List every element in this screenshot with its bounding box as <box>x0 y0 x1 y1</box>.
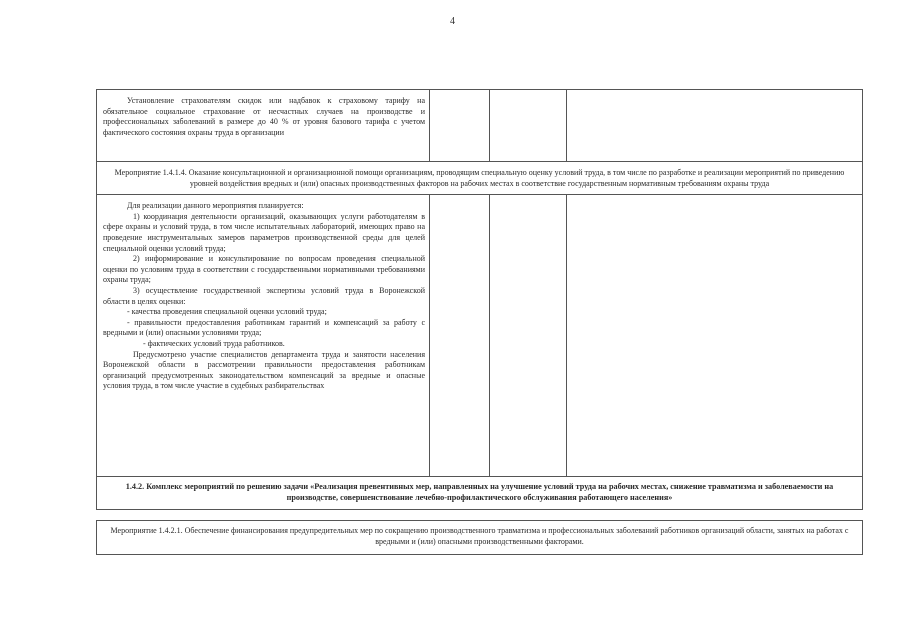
empty-cell <box>567 195 863 477</box>
empty-cell <box>490 90 567 162</box>
empty-cell <box>430 195 490 477</box>
table-row-implementation <box>97 195 863 477</box>
paragraph: - правильности предоставления работникам гарантий и компенсаций за работу с вредными и (или) опасными условиями труда; <box>103 317 425 338</box>
empty-cell <box>490 195 567 477</box>
table-row-measure-heading <box>97 521 863 554</box>
task-heading-1-4-2: 1.4.2. Комплекс мероприятий по решению задачи «Реализация превентивных мер, направленных на улучшение условий труда на рабочих местах, снижение травматизма и заболеваемости на производстве, совершенствование лечебно-профилактического обслуживания работающего населения» <box>125 482 834 502</box>
paragraph: - качества проведения специальной оценки условий труда; <box>127 307 327 317</box>
measure-description-cell <box>97 90 430 162</box>
table-row-task <box>97 477 863 510</box>
measure-description-text: Установление страхователям скидок или надбавок к страховому тарифу на обязательное социальное страхование от несчастных случаев на производстве и профессиональных заболеваний в размере до 40 % от уровня базового тарифа с учетом фактического состояния охраны труда в организации <box>103 96 425 137</box>
paragraph: - фактических условий труда работников. <box>143 338 285 348</box>
gap-cell <box>97 510 863 521</box>
empty-cell <box>430 90 490 162</box>
paragraph: Предусмотрено участие специалистов департамента труда и занятости населения Воронежской области в рассмотрении правильности предоставления работникам организаций предусмотренных законодательством компенсаций за вредные и опасные условия труда, в том числе участие в судебных разбирательствах <box>103 349 425 391</box>
measure-heading-1-4-2-1: Мероприятие 1.4.2.1. Обеспечение финансирования предупредительных мер по сокращению производственного травматизма и профессиональных заболеваний работников организаций области, занятых на работах с вредными и (или) опасными производственными факторами. <box>110 526 849 546</box>
paragraph: Для реализации данного мероприятия планируется: <box>127 201 304 211</box>
table-row-measure-heading <box>97 162 863 195</box>
table-gap-row <box>97 510 863 521</box>
task-heading-cell <box>97 477 863 510</box>
paragraph: 2) информирование и консультирование по вопросам проведения специальной оценки по условиям труда в соответствии с государственными нормативными требованиями охраны труда; <box>103 254 425 285</box>
page-number: 4 <box>450 16 455 27</box>
measures-table <box>96 89 863 555</box>
paragraph: 1) координация деятельности организаций, оказывающих услуги работодателям в сфере охраны и условий труда, в том числе испытательных лабораторий, имеющих право на проведение инструментальных замеров параметров производственной среды для целей специальной оценки условий труда; <box>103 211 425 253</box>
implementation-cell <box>97 195 430 477</box>
table-row-discounts <box>97 90 863 162</box>
empty-cell <box>567 90 863 162</box>
measure-heading-cell <box>97 521 863 554</box>
paragraph: 3) осуществление государственной экспертизы условий труда в Воронежской области в целях оценки: <box>103 285 425 306</box>
measure-heading-1-4-1-4: Мероприятие 1.4.1.4. Оказание консультационной и организационной помощи организациям, проводящим специальную оценку условий труда, в том числе по разработке и реализации мероприятий по приведению уровней воздействия вредных и (или) опасных производственных факторов на рабочих местах в соответствие государственным нормативным требованиям охраны труда <box>114 168 845 188</box>
measure-heading-cell <box>97 162 863 195</box>
